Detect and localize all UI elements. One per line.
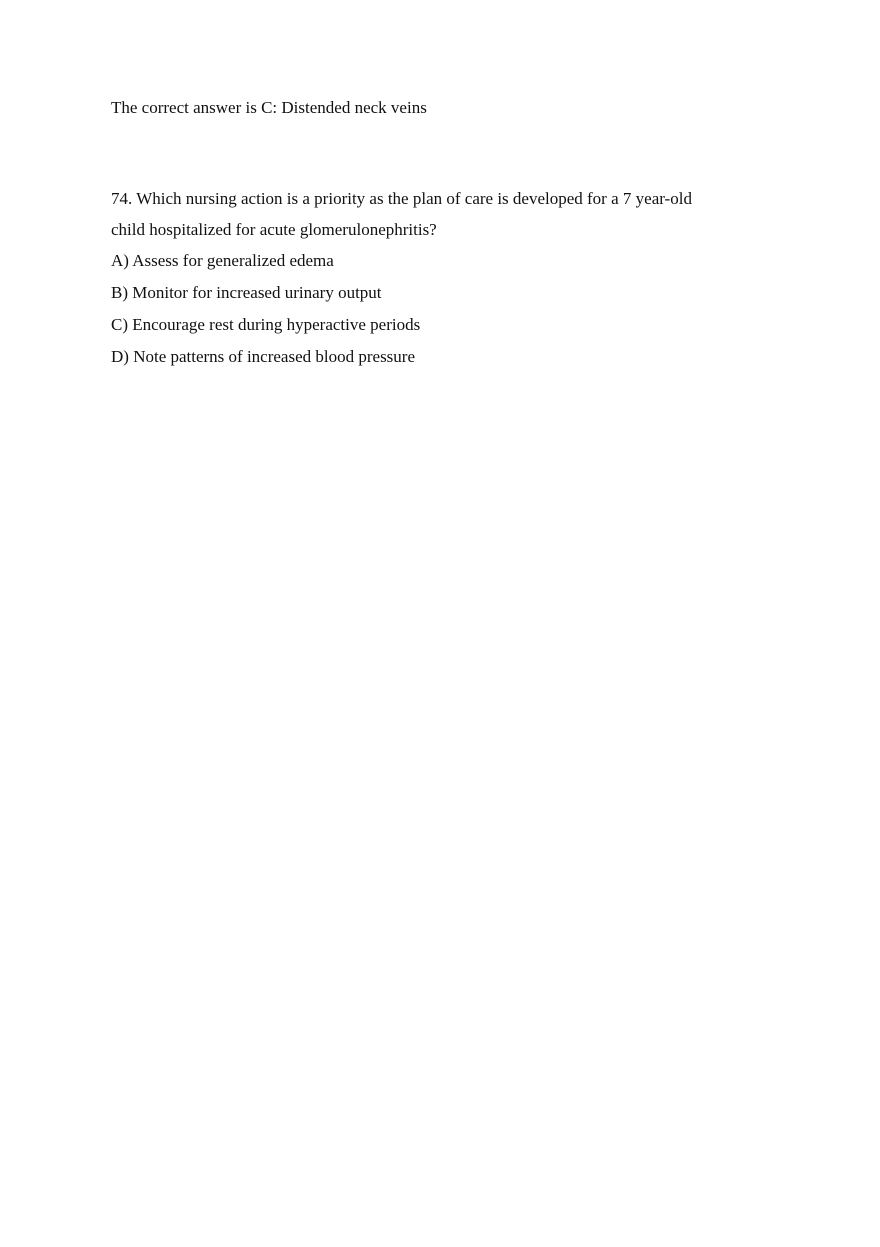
- answer-option-b: B) Monitor for increased urinary output: [111, 283, 382, 302]
- answer-option-c: C) Encourage rest during hyperactive periods: [111, 315, 421, 334]
- question-stem-line-2: child hospitalized for acute glomerulonephritis?: [111, 220, 437, 239]
- question-stem-line-1: 74. Which nursing action is a priority as the plan of care is developed for a 7 year-old: [111, 189, 692, 208]
- answer-option-a: A) Assess for generalized edema: [111, 251, 334, 270]
- previous-answer-text: The correct answer is C: Distended neck veins: [111, 98, 427, 117]
- answer-option-d: D) Note patterns of increased blood pressure: [111, 347, 416, 366]
